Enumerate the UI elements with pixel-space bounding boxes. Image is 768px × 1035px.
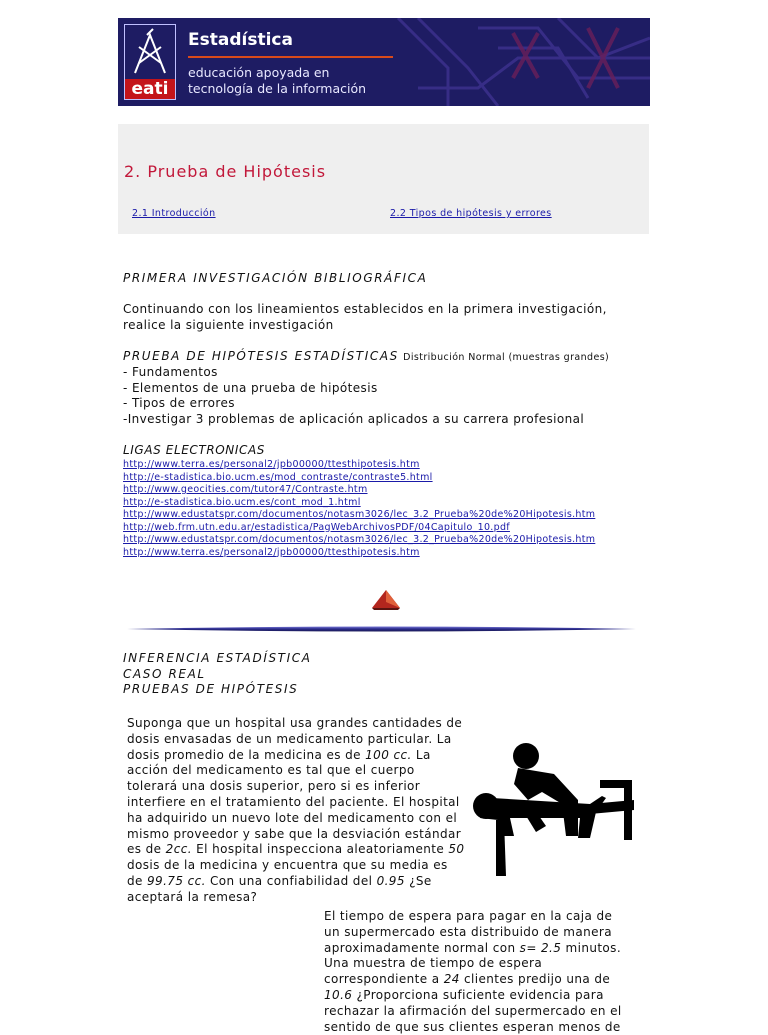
nav-link-tipos-hipotesis[interactable]: 2.2 Tipos de hipótesis y errores	[390, 208, 552, 219]
external-link[interactable]: http://e-stadistica.bio.ucm.es/cont_mod_1.html	[123, 496, 361, 508]
pruebas-heading: PRUEBAS DE HIPÓTESIS	[123, 682, 299, 697]
case-1-line: dosis envasadas de un medicamento particular. La	[127, 731, 452, 746]
horizontal-divider	[126, 624, 638, 634]
external-link[interactable]: http://www.edustatspr.com/documentos/notasm3026/lec_3.2_Prueba%20de%20Hipotesis.htm	[123, 509, 596, 520]
case-1-line: ha adquirido un nuevo lote del medicamento con el	[127, 810, 458, 825]
banner-subtitle-line-1: educación apoyada en	[188, 65, 330, 80]
case-2-line: Una muestra de tiempo de espera	[324, 956, 543, 971]
case-2-line: rechazar la afirmación del supermercado en el	[324, 1003, 622, 1018]
case-1-line: dosis de la medicina y encuentra que su media es	[127, 858, 448, 873]
case-1-line: acción del medicamento es tal que el cuerpo	[127, 763, 415, 778]
doctor-patient-illustration-icon	[470, 740, 640, 880]
case-1-line: tolerará una dosis superior, pero si es inferior	[127, 779, 421, 794]
case-1-line: de 99.75 cc. Con una confiabilidad del 0.95 ¿Se	[127, 873, 432, 888]
case-2-line: aproximadamente normal con s= 2.5 minutos.	[324, 940, 622, 955]
case-2-line: sentido de que sus clientes esperan menos de	[324, 1019, 621, 1034]
prueba-subheading: PRUEBA DE HIPÓTESIS ESTADÍSTICAS	[123, 349, 399, 363]
case-1-line: aceptará la remesa?	[127, 889, 258, 904]
banner-subtitle	[188, 65, 366, 97]
logo-text: eati	[125, 79, 175, 99]
case-2-line: 10.6 ¿Proporciona suficiente evidencia para	[324, 987, 604, 1002]
case-1-line: Suponga que un hospital usa grandes cantidades de	[127, 716, 463, 730]
site-banner	[118, 18, 650, 106]
external-links-list	[123, 459, 595, 559]
back-to-top-arrow-icon[interactable]	[370, 588, 402, 612]
list-item: - Fundamentos	[123, 365, 218, 379]
external-link[interactable]: http://www.geocities.com/tutor47/Contraste.htm	[123, 484, 368, 495]
case-1-line: dosis promedio de la medicina es de 100 cc. La	[127, 747, 431, 762]
case-2-paragraph	[324, 909, 622, 1035]
logo-figure-icon	[125, 25, 175, 79]
list-item: - Tipos de errores	[123, 396, 235, 411]
case-1-paragraph	[127, 716, 464, 906]
banner-subtitle-line-2: tecnología de la información	[188, 81, 367, 96]
section-header	[118, 124, 649, 234]
eati-logo	[124, 24, 176, 100]
intro-line-1: Continuando con los lineamientos establecidos en la primera investigación,	[123, 302, 607, 316]
case-2-line: El tiempo de espera para pagar en la caja de	[324, 909, 613, 923]
list-item: -Investigar 3 problemas de aplicación aplicados a su carrera profesional	[123, 412, 585, 427]
page-title: 2. Prueba de Hipótesis	[124, 162, 327, 181]
case-1-line: mismo proveedor y sabe que la desviación estándar	[127, 826, 462, 841]
external-link[interactable]: http://www.terra.es/personal2/jpb00000/ttesthipotesis.htm	[123, 546, 420, 558]
external-link[interactable]: http://e-stadistica.bio.ucm.es/mod_contraste/contraste5.html	[123, 471, 433, 483]
intro-line-2: realice la siguiente investigación	[123, 318, 334, 332]
banner-title: Estadística	[188, 30, 293, 50]
case-1-line: es de 2cc. El hospital inspecciona aleatoriamente 50	[127, 842, 465, 857]
nav-link-introduccion[interactable]: 2.1 Introducción	[132, 208, 216, 219]
primera-investigacion-heading: PRIMERA INVESTIGACIÓN BIBLIOGRÁFICA	[123, 271, 428, 285]
inferencia-heading: INFERENCIA ESTADÍSTICA	[123, 651, 312, 665]
ligas-heading: LIGAS ELECTRONICAS	[123, 443, 266, 457]
banner-divider	[188, 56, 393, 58]
case-1-line: interfiere en el tratamiento del paciente. El hospital	[127, 794, 460, 809]
caso-real-heading: CASO REAL	[123, 666, 206, 681]
external-link[interactable]: http://web.frm.utn.edu.ar/estadistica/PagWebArchivosPDF/04Capitulo_10.pdf	[123, 521, 510, 533]
case-2-line: un supermercado esta distribuido de manera	[324, 924, 613, 939]
prueba-subheading-row	[123, 348, 609, 366]
inferencia-headings	[123, 651, 312, 698]
list-item: - Elementos de una prueba de hipótesis	[123, 380, 378, 395]
external-link[interactable]: http://www.edustatspr.com/documentos/notasm3026/lec_3.2_Prueba%20de%20Hipotesis.htm	[123, 534, 596, 545]
prueba-subheading-note: Distribución Normal (muestras grandes)	[403, 352, 610, 363]
research-items-list	[123, 365, 584, 428]
case-2-line: correspondiente a 24 clientes predijo una de	[324, 972, 611, 987]
external-link[interactable]: http://www.terra.es/personal2/jpb00000/ttesthipotesis.htm	[123, 459, 420, 470]
